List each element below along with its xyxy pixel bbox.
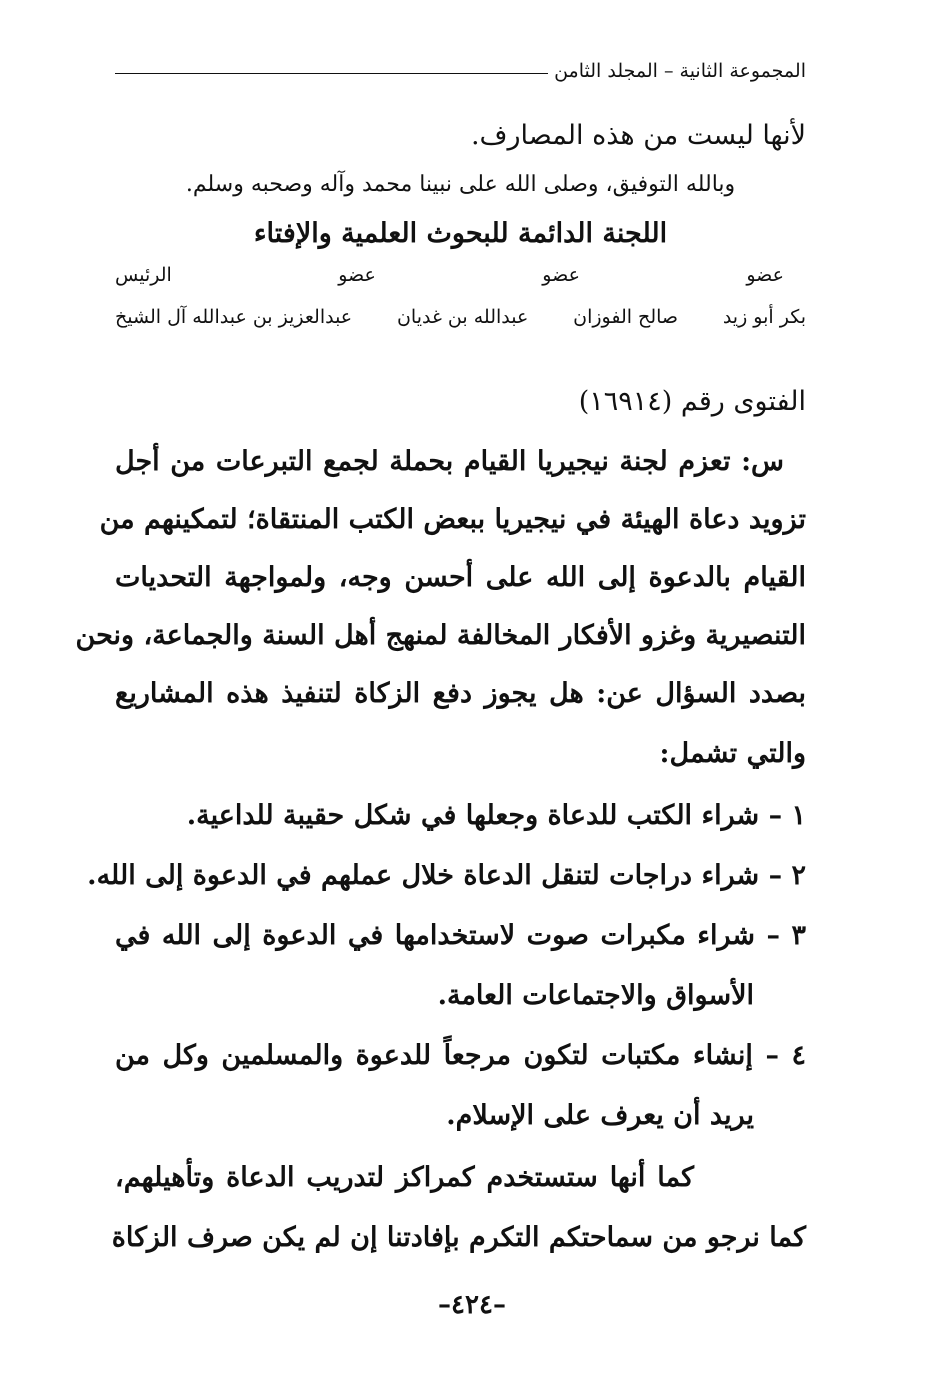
fatwa-number: الفتوى رقم (١٦٩١٤) (578, 386, 806, 417)
question-line-4: التنصيرية وغزو الأفكار المخالفة لمنهج أهل السنة والجماعة، ونحن (75, 620, 806, 651)
closing-line-1: كما أنها ستستخدم كمراكز لتدريب الدعاة وتأهيلهم، (115, 1162, 694, 1193)
question-line-1: س: تعزم لجنة نيجيريا القيام بحملة لجمع التبرعات من أجل (115, 446, 784, 477)
list-item-4-cont: يريد أن يعرف على الإسلام. (446, 1100, 754, 1131)
list-item-1: ١ – شراء الكتب للدعاة وجعلها في شكل حقيبة للداعية. (186, 800, 806, 831)
list-item-2: ٢ – شراء دراجات لتنقل الدعاة خلال عملهم في الدعوة إلى الله. (87, 860, 806, 891)
intro-line-2: وبالله التوفيق، وصلى الله على نبينا محمد وآله وصحبه وسلم. (185, 172, 736, 197)
member-name-3: عبدالله بن غديان (396, 306, 529, 328)
committee-roles (115, 264, 784, 286)
committee-name: اللجنة الدائمة للبحوث العلمية والإفتاء (253, 218, 668, 249)
question-line-5: بصدد السؤال عن: هل يجوز دفع الزكاة لتنفيذ هذه المشاريع (115, 678, 806, 709)
page-number: –٤٢٤– (438, 1290, 506, 1320)
role-member-3: عضو (338, 264, 376, 286)
role-member-1: عضو (746, 264, 784, 286)
question-line-6: والتي تشمل: (659, 738, 806, 769)
intro-line-1: لأنها ليست من هذه المصارف. (470, 120, 806, 151)
committee-members (115, 306, 806, 328)
member-name-4: عبدالعزيز بن عبدالله آل الشيخ (115, 306, 353, 328)
member-name-1: بكر أبو زيد (722, 306, 806, 328)
role-member-2: عضو (542, 264, 580, 286)
role-chairman: الرئيس (115, 264, 172, 286)
question-line-2: تزويد دعاة الهيئة في نيجيريا ببعض الكتب المنتقاة؛ لتمكينهم من (99, 504, 806, 535)
closing-line-2: كما نرجو من سماحتكم التكرم بإفادتنا إن لم يكن صرف الزكاة (111, 1222, 806, 1253)
list-item-4: ٤ – إنشاء مكتبات لتكون مرجعاً للدعوة والمسلمين وكل من (115, 1040, 806, 1071)
question-line-3: القيام بالدعوة إلى الله على أحسن وجه، ولمواجهة التحديات (115, 562, 806, 593)
header-rule (115, 73, 548, 74)
list-item-3-cont: الأسواق والاجتماعات العامة. (437, 980, 754, 1011)
list-item-3: ٣ – شراء مكبرات صوت لاستخدامها في الدعوة إلى الله في (115, 920, 806, 951)
running-title: المجموعة الثانية – المجلد الثامن (554, 60, 806, 82)
member-name-2: صالح الفوزان (573, 306, 679, 328)
running-header (115, 60, 806, 82)
